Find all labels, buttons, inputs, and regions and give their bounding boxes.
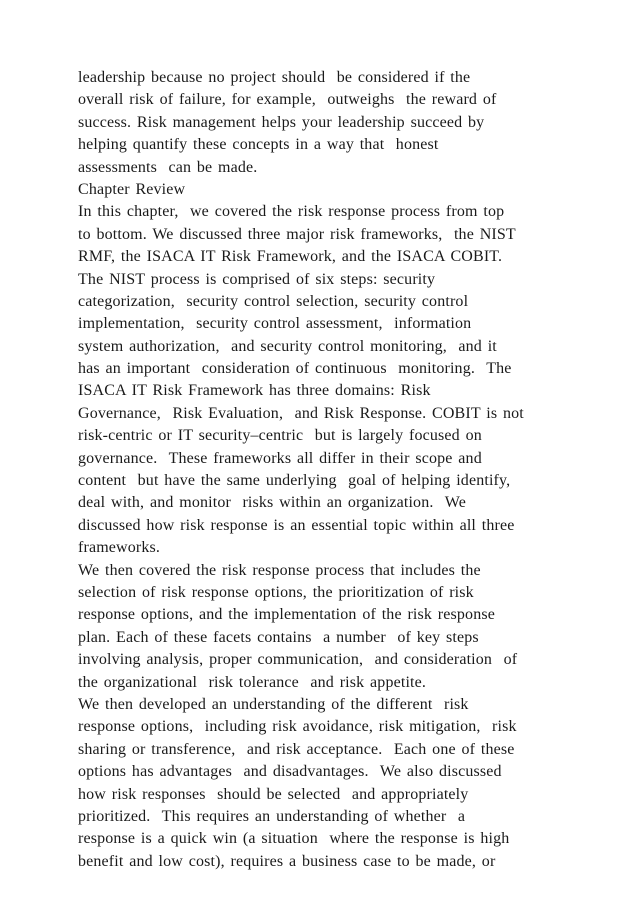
text-line: system authorization, and security control monitoring, and it (78, 337, 497, 355)
text-line: frameworks. (78, 539, 161, 557)
body-text (78, 67, 578, 873)
text-line: response options, including risk avoidance, risk mitigation, risk (78, 718, 517, 736)
text-line: We then covered the risk response process that includes the (78, 561, 481, 579)
text-line: implementation, security control assessment, information (78, 315, 472, 333)
text-line: to bottom. We discussed three major risk frameworks, the NIST (78, 225, 516, 243)
text-line: prioritized. This requires an understanding of whether a (78, 807, 466, 825)
text-line: plan. Each of these facets contains a number of key steps (78, 628, 479, 646)
text-line: In this chapter, we covered the risk response process from top (78, 203, 505, 221)
text-line: response options, and the implementation of the risk response (78, 606, 495, 624)
text-line: The NIST process is comprised of six steps: security (78, 270, 436, 288)
text-line: Governance, Risk Evaluation, and Risk Response. COBIT is not (78, 404, 524, 422)
text-line: options has advantages and disadvantages. We also discussed (78, 763, 502, 781)
text-line: selection of risk response options, the prioritization of risk (78, 583, 474, 601)
text-line: benefit and low cost), requires a business case to be made, or (78, 852, 496, 870)
text-line: has an important consideration of continuous monitoring. The (78, 360, 512, 378)
text-line: sharing or transference, and risk acceptance. Each one of these (78, 740, 515, 758)
text-line: categorization, security control selection, security control (78, 292, 469, 310)
text-line: helping quantify these concepts in a way that honest (78, 136, 439, 154)
text-line: risk-centric or IT security–centric but is largely focused on (78, 427, 482, 445)
text-line: involving analysis, proper communication, and consideration of (78, 651, 518, 669)
text-line: discussed how risk response is an essential topic within all three (78, 516, 515, 534)
text-line: leadership because no project should be considered if the (78, 69, 471, 86)
text-line: how risk responses should be selected and appropriately (78, 785, 469, 803)
text-line: RMF, the ISACA IT Risk Framework, and the ISACA COBIT. (78, 248, 503, 266)
text-line: ISACA IT Risk Framework has three domains: Risk (78, 382, 431, 400)
text-line: success. Risk management helps your leadership succeed by (78, 113, 485, 131)
text-line: We then developed an understanding of the different risk (78, 695, 469, 713)
text-line: governance. These frameworks all differ in their scope and (78, 449, 482, 467)
text-line: response is a quick win (a situation where the response is high (78, 830, 510, 848)
text-line: content but have the same underlying goal of helping identify, (78, 472, 511, 490)
text-line: the organizational risk tolerance and risk appetite. (78, 673, 427, 691)
text-line: assessments can be made. (78, 158, 258, 176)
text-line: overall risk of failure, for example, outweighs the reward of (78, 91, 497, 109)
text-line: deal with, and monitor risks within an organization. We (78, 494, 466, 512)
section-heading: Chapter Review (78, 180, 186, 198)
